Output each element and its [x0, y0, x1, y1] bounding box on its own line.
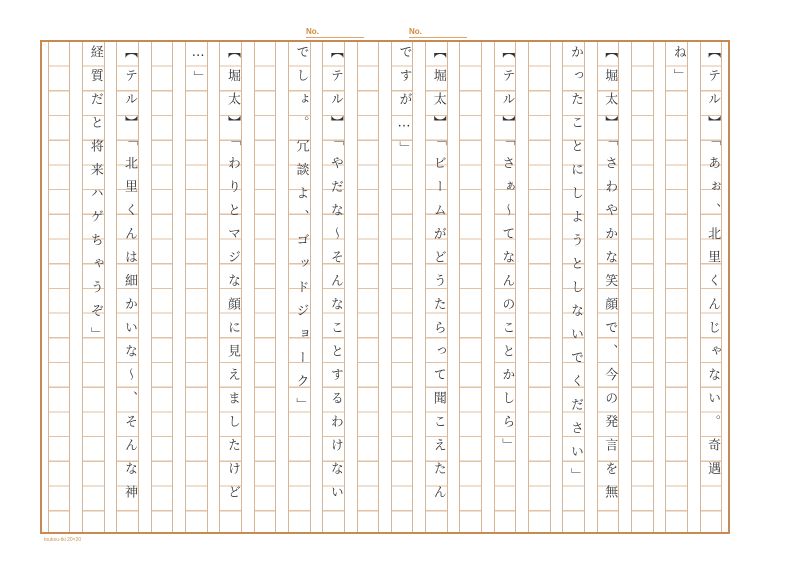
manuscript-column — [82, 42, 105, 532]
column-text: 【堀太】「さわやかな笑顔で、今の発言を無 — [602, 45, 618, 509]
manuscript-column — [562, 42, 585, 532]
manuscript-column — [357, 42, 380, 532]
manuscript-column — [631, 42, 654, 532]
manuscript-column — [288, 42, 311, 532]
column-text: 経質だと将来ハゲちゃうぞ」 — [87, 45, 103, 351]
manuscript-column — [185, 42, 208, 532]
manuscript-column — [528, 42, 551, 532]
column-text: でしょ。冗談よ、ゴッドジョーク」 — [293, 45, 309, 421]
manuscript-column — [254, 42, 277, 532]
number-label: No. — [306, 27, 319, 36]
column-text: ですが…」 — [396, 45, 412, 165]
column-text: ね」 — [670, 45, 686, 92]
manuscript-column — [700, 42, 723, 532]
manuscript-column — [48, 42, 71, 532]
column-text: 【堀太】「ビームがどうたらって聞こえたん — [430, 45, 446, 509]
number-field-left — [306, 27, 364, 38]
manuscript-column — [391, 42, 414, 532]
manuscript-column — [116, 42, 139, 532]
number-field-right — [409, 27, 467, 38]
column-text: 【堀太】「わりとマジな顔に見えましたけど — [224, 45, 240, 509]
manuscript-column — [494, 42, 517, 532]
column-text: かったことにしようとしないでください」 — [567, 45, 583, 492]
manuscript-column — [597, 42, 620, 532]
manuscript-column — [322, 42, 345, 532]
manuscript-column — [219, 42, 242, 532]
footer-imprint: toukou-tki 20×20 — [44, 537, 82, 543]
column-text: 【テル】「やだな～そんなことするわけない — [327, 45, 343, 509]
number-label: No. — [409, 27, 422, 36]
manuscript-column — [425, 42, 448, 532]
column-text: 【テル】「北里くんは細かいな～、そんな神 — [122, 45, 138, 509]
manuscript-column — [459, 42, 482, 532]
manuscript-sheet — [40, 40, 730, 534]
column-text: 【テル】「あぉ、北里くんじゃない。奇遇 — [705, 45, 721, 485]
column-text: …」 — [190, 45, 206, 94]
manuscript-column — [665, 42, 688, 532]
column-text: 【テル】「さぁ～てなんのことかしら」 — [499, 45, 515, 462]
manuscript-column — [151, 42, 174, 532]
